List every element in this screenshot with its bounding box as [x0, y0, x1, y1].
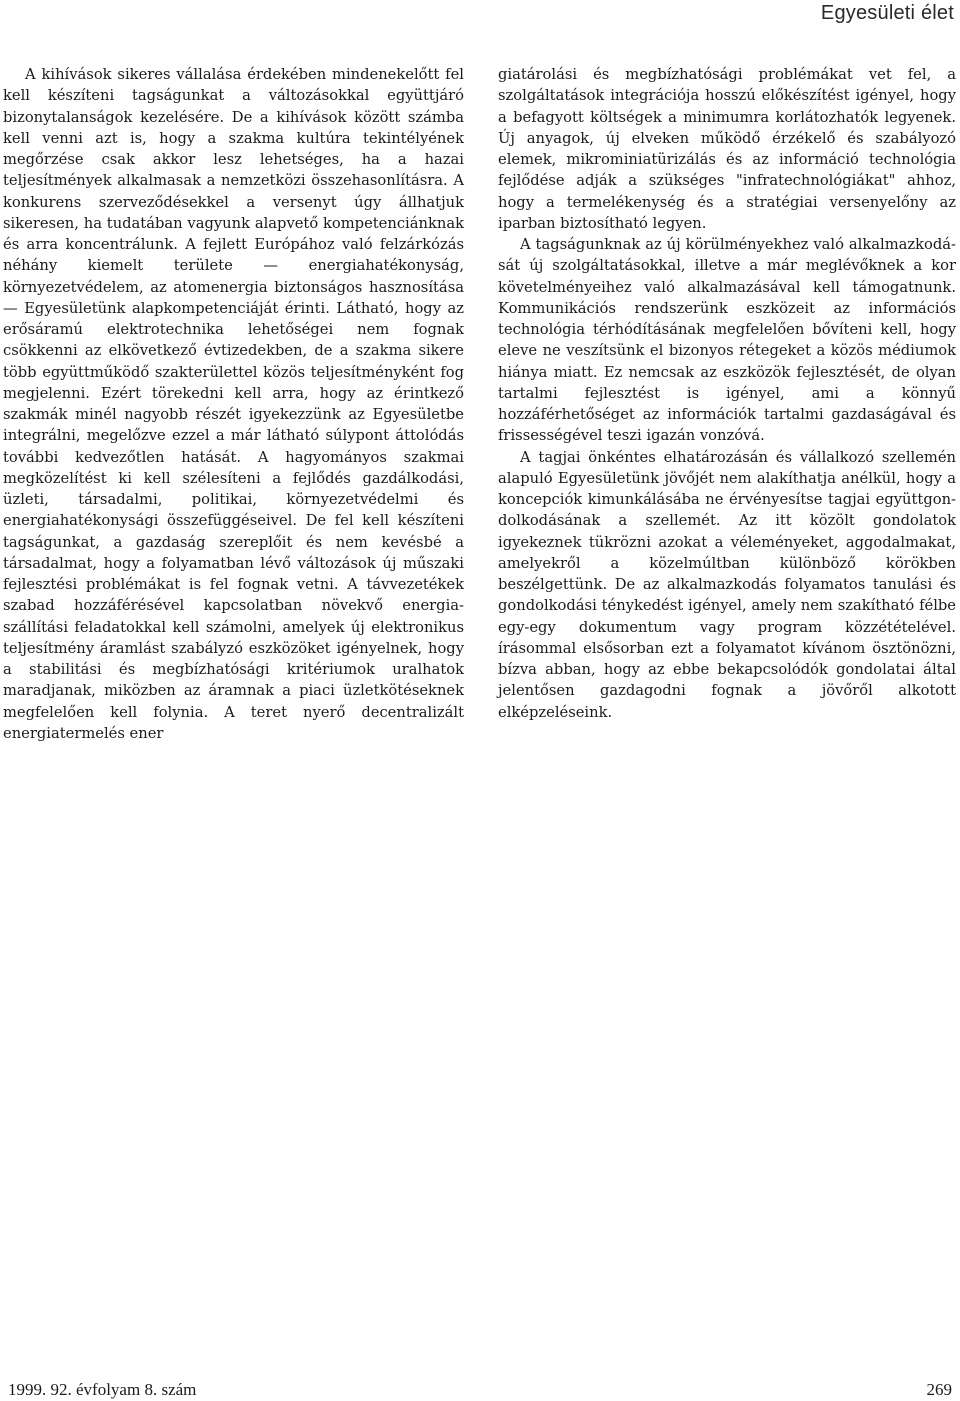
section-header: Egyesületi élet: [820, 2, 954, 24]
issue-info: 1999. 92. évfolyam 8. szám: [8, 1380, 197, 1399]
paragraph: A kihívások sikeres vállalása érdekében mindenekelőtt fel kell készíteni tagságunkat a változásokkal együttjáró bizonytalanságok kezelésére. De a kihívások között számba kell venni azt is, hogy a szakma kultúra tekintélyének megőrzése csak akkor lesz lehetséges, ha a hazai teljesítmények alkalmasak a nemzetközi összehasonlításra. A konkurens szerveződésekkel a versenyt úgy állhatjuk sikeresen, ha tudatában vagyunk alapvető kompetenciánknak és arra koncentrálunk. A fejlett Európához való felzárkózás néhány kiemelt területe — energiahatékonyság, környezetvédelem, az atomenergia biztonságos hasznosítása — Egyesületünk alapkompetenciáját érinti. Látható, hogy az erősáramú elektrotechnika lehetőségei nem fognak csökkenni az elkövetkező évtizedekben, de a szakma sikere több együttműködő szakterülettel közös teljesítményként fog megjelenni. Ezért törekedni kell arra, hogy az érintkező szakmák minél nagyobb részét igyekezzünk az Egyesületbe integrálni, megelőzve ezzel a már látható súlypont áttolódás további kedvezőtlen hatását. A hagyományos szakmai megközelítést ki kell szélesíteni a fejlődés gazdálkodási, üzleti, társadalmi, politikai, környezetvédelmi és energiahatékonysági összefüggéseivel. De fel kell készíteni tagságunkat, a gazdaság szereplőit és nem kevésbé a társadalmat, hogy a folyamatban lévő változások új műszaki fejlesztési problémákat is fel fognak vetni. A távvezetékek szabad hozzáférésével kapcsolatban növekvő energiaszállítási feladatokkal kell számolni, amelyek új elektronikus teljesítmény áramlást szabályzó eszközöket igényelnek, hogy a stabilitási és megbízhatósági kritériumok uralhatok maradjanak, miközben az áramnak a piaci üzletkötéseknek megfelelően kell folynia. A teret nyerő decentralizált energiatermelés ener: [3, 66, 464, 742]
paragraph: giatárolási és megbízhatósági problémákat vet fel, a szolgáltatások integrációja hosszú előkészítést igényel, hogy a befagyott költségek a minimumra korlátozhatók legyenek. Új anyagok, új elveken működő érzékelő és szabályozó elemek, mikrominiatürizálás és az információ technológia fejlődése adják a szükséges "infratechnológiákat" ahhoz, hogy a termelékenység és a stratégiai versenyelőny az iparban biztosítható legyen.: [498, 66, 956, 232]
left-column: [3, 64, 464, 744]
paragraph: A tagjai önkéntes elhatározásán és vállalkozó szellemén alapuló Egyesületünk jövőjét nem alakíthatja anélkül, hogy a koncepciók kimunkálásába ne érvényesítse tagjai együttgondolkodásának a szellemét. Az itt közölt gondolatok igyekeznek tükrözni azokat a véleményeket, aggodalmakat, amelyekről a közelmúltban különböző körökben beszélgettünk. De az alkalmazkodás folyamatos tanulási és gondolkodási ténykedést igényel, amely nem szakítható félbe egy-egy dokumentum vagy program közzétételével. írásommal elsősorban ezt a folyamatot kívánom ösztönözni, bízva abban, hogy az ebbe bekapcsolódók gondolatai által jelentősen gazdagodni fognak a jövőről alkotott elképzeléseink.: [498, 448, 956, 721]
paragraph: A tagságunknak az új körülményekhez való alkalmazkodását új szolgáltatásokkal, illetve a már meglévőknek a kor követelményeihez való alkalmazásával kell támogatnunk. Kommunikációs rendszerünk eszközeit az információs technológia térhódításának megfelelően bővíteni kell, hogy eleve ne veszítsünk el bizonyos rétegeket a közös médiumok hiánya miatt. Ez nemcsak az eszközök fejlesztését, de olyan tartalmi fejlesztést is igényel, ami a könnyű hozzáférhetőséget az információk tartalmi gazdaságával és frissességével teszi igazán vonzóvá.: [498, 236, 956, 445]
right-column: [498, 64, 956, 723]
page-number: 269: [926, 1380, 952, 1399]
